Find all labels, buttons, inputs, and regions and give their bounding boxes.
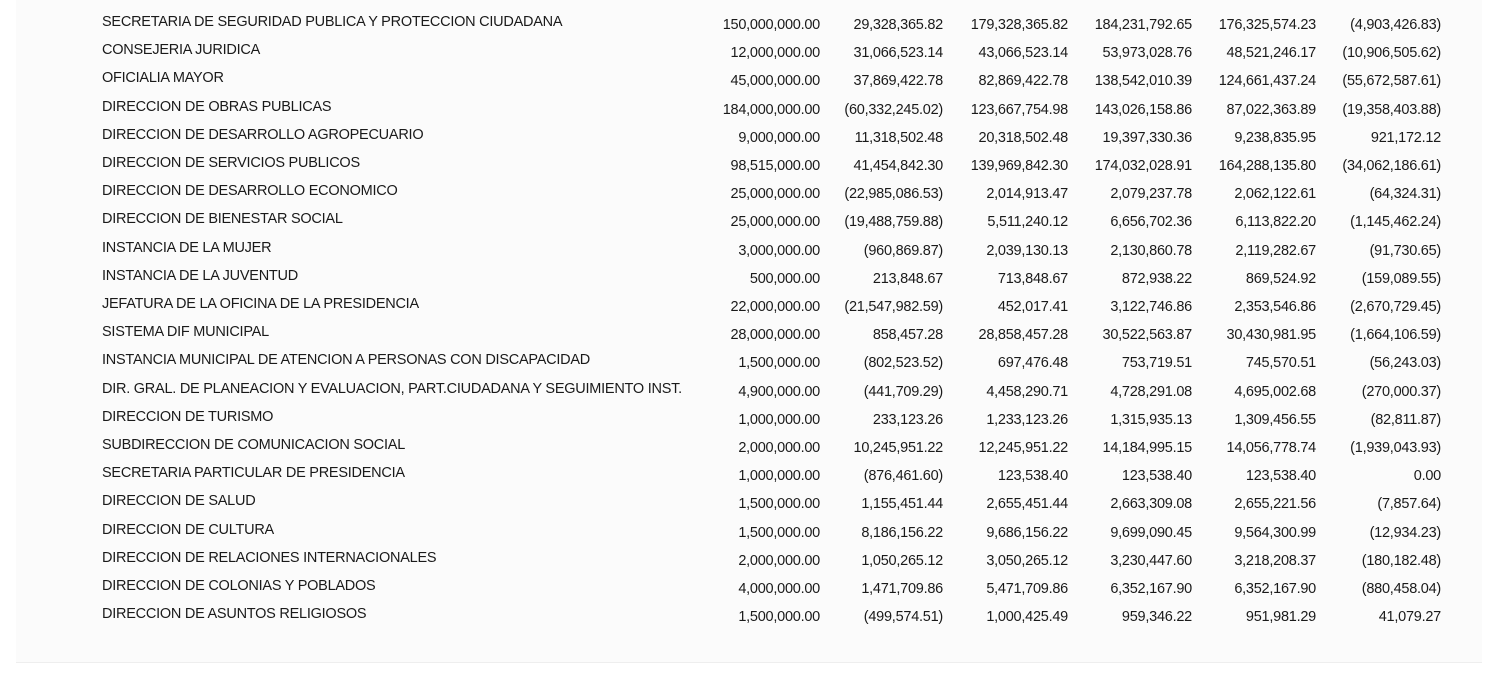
amount-cell: 4,728,291.08 — [1110, 383, 1192, 400]
department-name: INSTANCIA MUNICIPAL DE ATENCION A PERSONAS CON DISCAPACIDAD — [102, 352, 591, 369]
amount-cell: 2,039,130.13 — [986, 242, 1068, 259]
amount-cell: 30,430,981.95 — [1226, 327, 1316, 344]
table-row — [16, 238, 1482, 266]
amount-cell: 2,663,309.08 — [1110, 496, 1192, 513]
amount-cell: 1,000,000.00 — [738, 468, 820, 485]
amount-cell: 123,667,754.98 — [970, 101, 1068, 118]
amount-cell: 2,079,237.78 — [1110, 186, 1192, 203]
department-name: SECRETARIA PARTICULAR DE PRESIDENCIA — [102, 465, 405, 482]
amount-cell: 174,032,028.91 — [1094, 158, 1192, 174]
table-row — [16, 322, 1482, 350]
amount-cell: 8,186,156.22 — [861, 524, 943, 541]
amount-cell: 150,000,000.00 — [722, 17, 820, 33]
department-name: CONSEJERIA JURIDICA — [102, 42, 260, 59]
amount-cell: (180,182.48) — [1361, 552, 1441, 569]
amount-cell: 9,699,090.45 — [1110, 524, 1192, 541]
amount-cell: 10,245,951.22 — [853, 440, 943, 456]
amount-cell: 745,570.51 — [1245, 355, 1316, 372]
amount-cell: 29,328,365.82 — [853, 17, 943, 33]
amount-cell: 233,123.26 — [872, 411, 943, 428]
amount-cell: 959,346.22 — [1121, 609, 1192, 626]
amount-cell: 2,000,000.00 — [738, 440, 820, 456]
amount-cell: 82,869,422.78 — [978, 73, 1068, 90]
amount-cell: 41,454,842.30 — [853, 158, 943, 174]
amount-cell: 9,564,300.99 — [1234, 524, 1316, 541]
amount-cell: 48,521,246.17 — [1226, 45, 1316, 62]
amount-cell: 3,000,000.00 — [738, 242, 820, 259]
amount-cell: 41,079.27 — [1378, 609, 1441, 626]
amount-cell: (441,709.29) — [863, 383, 943, 400]
department-name: INSTANCIA DE LA MUJER — [102, 239, 272, 256]
amount-cell: 123,538.40 — [1245, 468, 1316, 485]
amount-cell: 179,328,365.82 — [970, 17, 1068, 33]
amount-cell: 713,848.67 — [997, 270, 1068, 287]
amount-cell: (21,547,982.59) — [844, 299, 943, 315]
amount-cell: 25,000,000.00 — [730, 186, 820, 203]
amount-cell: 22,000,000.00 — [730, 299, 820, 315]
amount-cell: (960,869.87) — [863, 242, 943, 259]
amount-cell: (91,730.65) — [1369, 242, 1441, 259]
amount-cell: 25,000,000.00 — [730, 214, 820, 231]
amount-cell: 5,511,240.12 — [987, 214, 1068, 231]
department-name: DIR. GRAL. DE PLANEACION Y EVALUACION, PART.CIUDADANA Y SEGUIMIENTO INST. — [102, 380, 682, 397]
amount-cell: (56,243.03) — [1369, 355, 1441, 372]
amount-cell: 1,000,000.00 — [738, 411, 820, 428]
amount-cell: 28,000,000.00 — [730, 327, 820, 344]
amount-cell: 1,309,456.55 — [1234, 411, 1316, 428]
amount-cell: 1,500,000.00 — [738, 496, 820, 513]
amount-cell: 2,119,282.67 — [1235, 242, 1316, 259]
amount-cell: 6,113,822.20 — [1235, 214, 1316, 231]
table-row — [16, 68, 1482, 96]
amount-cell: 53,973,028.76 — [1102, 45, 1192, 62]
table-row — [16, 40, 1482, 68]
department-name: SUBDIRECCION DE COMUNICACION SOCIAL — [102, 437, 406, 453]
department-name: SISTEMA DIF MUNICIPAL — [102, 324, 269, 341]
amount-cell: 1,500,000.00 — [738, 355, 820, 372]
amount-cell: 2,062,122.61 — [1234, 186, 1316, 203]
amount-cell: (7,857.64) — [1377, 496, 1441, 513]
table-row — [16, 97, 1482, 125]
amount-cell: (1,939,043.93) — [1350, 440, 1441, 456]
amount-cell: 98,515,000.00 — [730, 158, 820, 174]
amount-cell: 4,000,000.00 — [738, 581, 820, 597]
amount-cell: 139,969,842.30 — [970, 158, 1068, 174]
amount-cell: 1,050,265.12 — [861, 552, 943, 569]
amount-cell: 14,056,778.74 — [1226, 440, 1316, 456]
amount-cell: 1,471,709.86 — [861, 581, 943, 597]
department-name: DIRECCION DE RELACIONES INTERNACIONALES — [102, 549, 437, 566]
amount-cell: (880,458.04) — [1361, 581, 1441, 597]
amount-cell: 2,353,546.86 — [1234, 299, 1316, 315]
table-row — [16, 266, 1482, 294]
department-name: DIRECCION DE CULTURA — [102, 521, 274, 538]
amount-cell: 123,538.40 — [1121, 468, 1192, 485]
amount-cell: 6,656,702.36 — [1110, 214, 1192, 231]
amount-cell: 19,397,330.36 — [1102, 129, 1192, 146]
amount-cell: 213,848.67 — [872, 270, 943, 287]
amount-cell: 3,218,208.37 — [1234, 552, 1316, 569]
amount-cell: 753,719.51 — [1121, 355, 1192, 372]
amount-cell: (1,664,106.59) — [1350, 327, 1441, 344]
department-name: JEFATURA DE LA OFICINA DE LA PRESIDENCIA — [102, 296, 419, 312]
department-name: DIRECCION DE ASUNTOS RELIGIOSOS — [102, 606, 367, 623]
table-row — [16, 379, 1482, 407]
amount-cell: (876,461.60) — [863, 468, 943, 485]
amount-cell: (2,670,729.45) — [1350, 299, 1441, 315]
amount-cell: 0.00 — [1413, 468, 1441, 485]
amount-cell: 4,900,000.00 — [738, 383, 820, 400]
amount-cell: 1,155,451.44 — [861, 496, 943, 513]
amount-cell: 9,000,000.00 — [738, 129, 820, 146]
table-row — [16, 520, 1482, 548]
amount-cell: 1,000,425.49 — [986, 609, 1068, 626]
table-row — [16, 209, 1482, 237]
amount-cell: (22,985,086.53) — [844, 186, 943, 203]
table-row — [16, 125, 1482, 153]
amount-cell: 176,325,574.23 — [1218, 17, 1316, 33]
amount-cell: (64,324.31) — [1369, 186, 1441, 203]
amount-cell: 20,318,502.48 — [978, 129, 1068, 146]
amount-cell: 11,318,502.48 — [854, 129, 943, 146]
amount-cell: 1,315,935.13 — [1110, 411, 1192, 428]
table-row — [16, 548, 1482, 576]
amount-cell: (12,934.23) — [1369, 524, 1441, 541]
amount-cell: (19,488,759.88) — [844, 214, 943, 231]
amount-cell: 2,655,451.44 — [986, 496, 1068, 513]
amount-cell: 184,000,000.00 — [722, 101, 820, 118]
amount-cell: 6,352,167.90 — [1234, 581, 1316, 597]
amount-cell: (802,523.52) — [863, 355, 943, 372]
amount-cell: 9,238,835.95 — [1234, 129, 1316, 146]
amount-cell: 45,000,000.00 — [730, 73, 820, 90]
amount-cell: 43,066,523.14 — [978, 45, 1068, 62]
amount-cell: 4,458,290.71 — [986, 383, 1068, 400]
amount-cell: 1,500,000.00 — [738, 609, 820, 626]
table-row — [16, 435, 1482, 463]
amount-cell: 9,686,156.22 — [986, 524, 1068, 541]
department-name: OFICIALIA MAYOR — [102, 70, 224, 87]
department-name: INSTANCIA DE LA JUVENTUD — [102, 267, 298, 284]
amount-cell: 6,352,167.90 — [1110, 581, 1192, 597]
amount-cell: 869,524.92 — [1245, 270, 1316, 287]
amount-cell: 28,858,457.28 — [978, 327, 1068, 344]
department-name: DIRECCION DE SALUD — [102, 493, 256, 510]
budget-table — [16, 0, 1482, 663]
amount-cell: (4,903,426.83) — [1350, 17, 1441, 33]
table-row — [16, 153, 1482, 181]
amount-cell: 138,542,010.39 — [1094, 73, 1192, 90]
amount-cell: 2,655,221.56 — [1234, 496, 1316, 513]
table-row — [16, 12, 1482, 40]
amount-cell: (34,062,186.61) — [1342, 158, 1441, 174]
amount-cell: 123,538.40 — [997, 468, 1068, 485]
table-row — [16, 294, 1482, 322]
amount-cell: 500,000.00 — [749, 270, 820, 287]
amount-cell: (499,574.51) — [863, 609, 943, 626]
table-row — [16, 181, 1482, 209]
department-name: DIRECCION DE OBRAS PUBLICAS — [102, 98, 332, 115]
department-name: DIRECCION DE SERVICIOS PUBLICOS — [102, 155, 360, 171]
amount-cell: 164,288,135.80 — [1218, 158, 1316, 174]
amount-cell: 697,476.48 — [997, 355, 1068, 372]
amount-cell: 14,184,995.15 — [1102, 440, 1192, 456]
table-row — [16, 463, 1482, 491]
amount-cell: 30,522,563.87 — [1102, 327, 1192, 344]
table-row — [16, 576, 1482, 604]
department-name: DIRECCION DE DESARROLLO ECONOMICO — [102, 183, 398, 200]
department-name: DIRECCION DE TURISMO — [102, 408, 274, 425]
amount-cell: 872,938.22 — [1121, 270, 1192, 287]
amount-cell: 12,000,000.00 — [730, 45, 820, 62]
amount-cell: 2,130,860.78 — [1110, 242, 1192, 259]
amount-cell: 452,017.41 — [997, 299, 1068, 315]
amount-cell: 2,000,000.00 — [738, 552, 820, 569]
amount-cell: 921,172.12 — [1370, 129, 1441, 146]
amount-cell: 1,233,123.26 — [986, 411, 1068, 428]
department-name: SECRETARIA DE SEGURIDAD PUBLICA Y PROTECCION CIUDADANA — [102, 14, 563, 30]
department-name: DIRECCION DE DESARROLLO AGROPECUARIO — [102, 126, 424, 143]
amount-cell: (19,358,403.88) — [1342, 101, 1441, 118]
table-row — [16, 350, 1482, 378]
amount-cell: 2,014,913.47 — [986, 186, 1068, 203]
table-row — [16, 491, 1482, 519]
amount-cell: 3,050,265.12 — [986, 552, 1068, 569]
amount-cell: (55,672,587.61) — [1342, 73, 1441, 90]
amount-cell: 184,231,792.65 — [1094, 17, 1192, 33]
amount-cell: 87,022,363.89 — [1226, 101, 1316, 118]
amount-cell: (82,811.87) — [1370, 411, 1441, 428]
amount-cell: 3,122,746.86 — [1110, 299, 1192, 315]
department-name: DIRECCION DE COLONIAS Y POBLADOS — [102, 578, 376, 594]
amount-cell: (270,000.37) — [1361, 383, 1441, 400]
table-row — [16, 604, 1482, 632]
amount-cell: 858,457.28 — [872, 327, 943, 344]
amount-cell: 1,500,000.00 — [738, 524, 820, 541]
amount-cell: (159,089.55) — [1361, 270, 1441, 287]
amount-cell: 12,245,951.22 — [978, 440, 1068, 456]
table-row — [16, 407, 1482, 435]
amount-cell: 37,869,422.78 — [853, 73, 943, 90]
amount-cell: 124,661,437.24 — [1218, 73, 1316, 90]
amount-cell: 143,026,158.86 — [1094, 101, 1192, 118]
amount-cell: 4,695,002.68 — [1234, 383, 1316, 400]
amount-cell: (60,332,245.02) — [844, 101, 943, 118]
amount-cell: 951,981.29 — [1245, 609, 1316, 626]
amount-cell: 5,471,709.86 — [986, 581, 1068, 597]
amount-cell: 31,066,523.14 — [853, 45, 943, 62]
department-name: DIRECCION DE BIENESTAR SOCIAL — [102, 211, 343, 228]
amount-cell: 3,230,447.60 — [1110, 552, 1192, 569]
amount-cell: (1,145,462.24) — [1350, 214, 1441, 231]
amount-cell: (10,906,505.62) — [1342, 45, 1441, 62]
